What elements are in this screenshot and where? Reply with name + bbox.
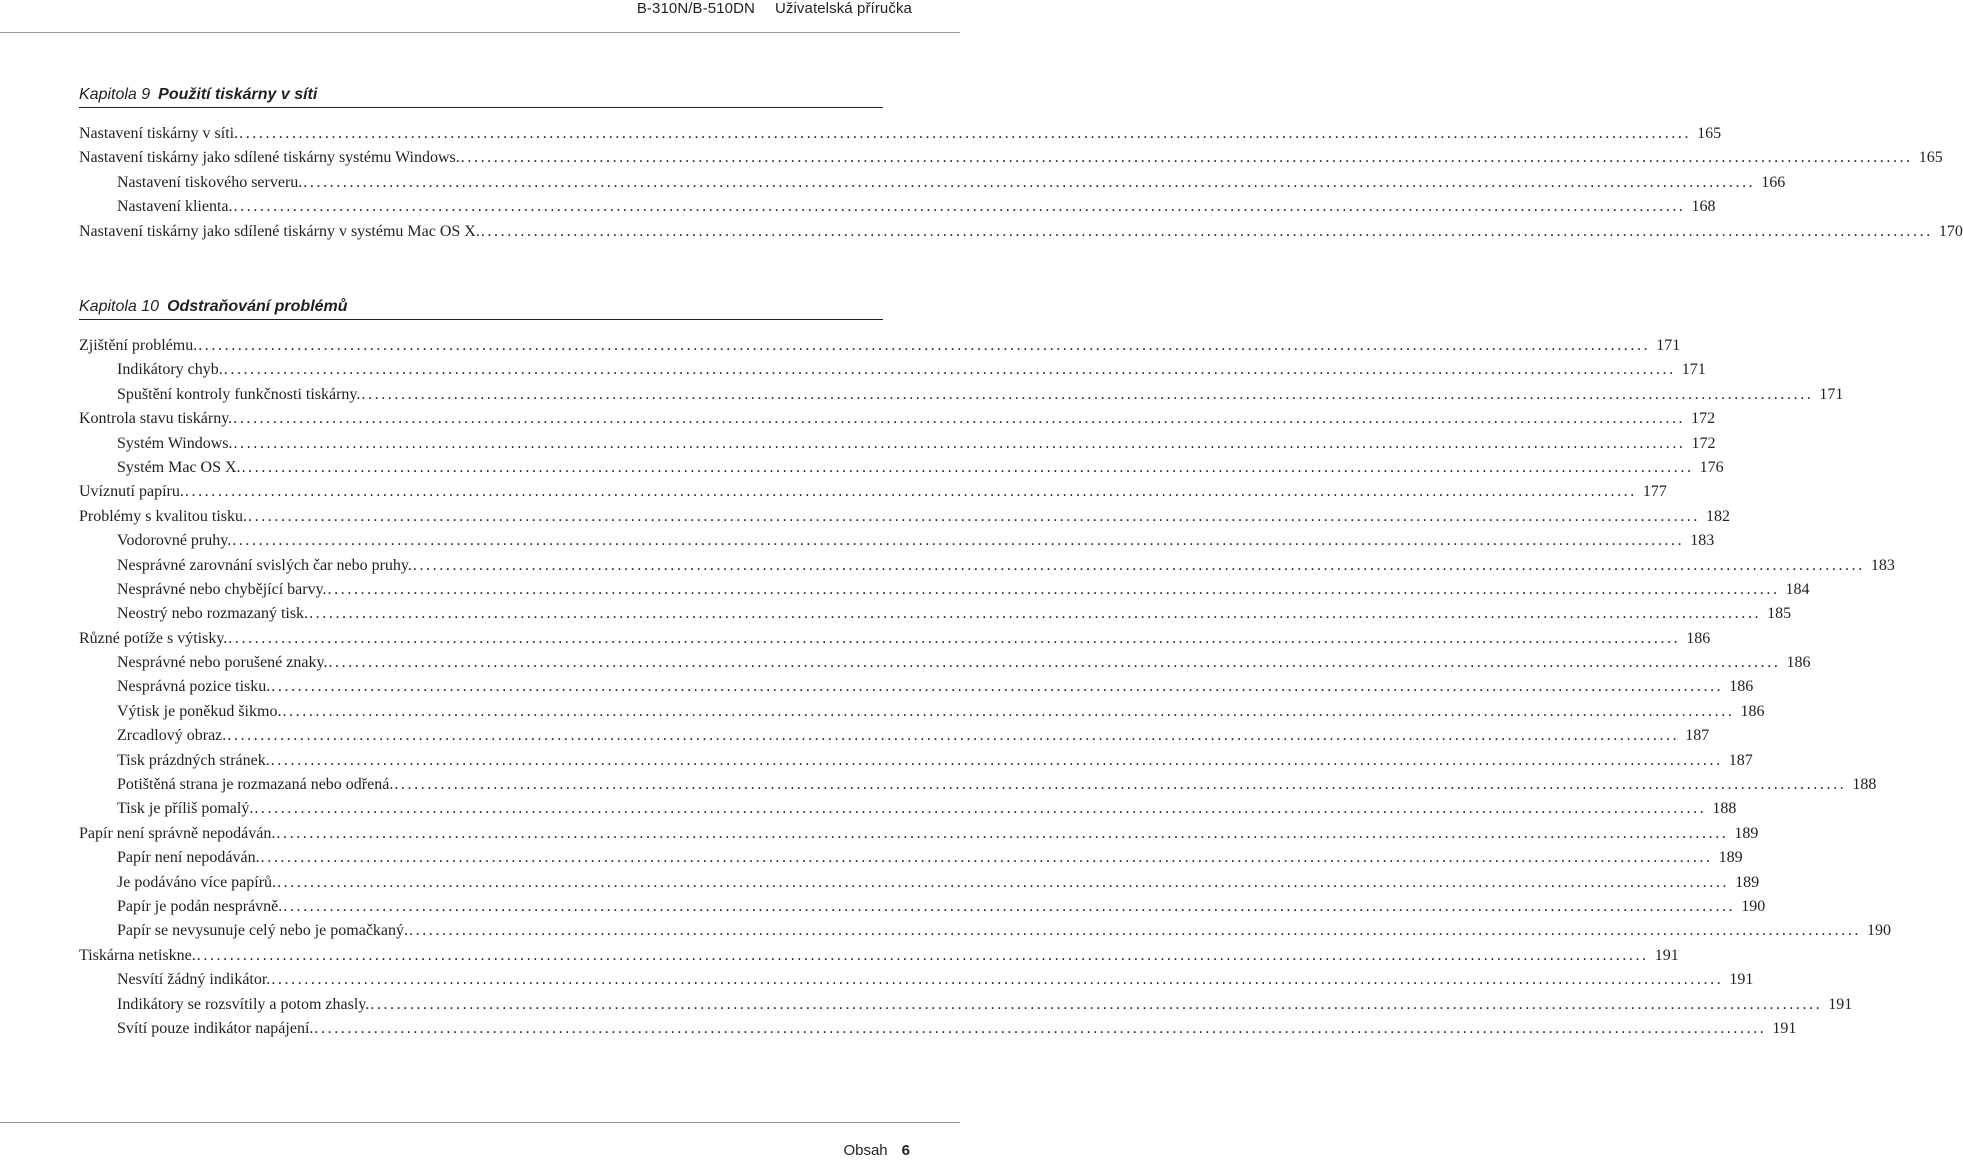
toc-entry[interactable] <box>79 458 1724 483</box>
toc-entry-page-number: 171 <box>1681 361 1706 379</box>
toc-entry[interactable] <box>79 173 1786 198</box>
toc-entry-title: Zjištění problému. <box>79 337 198 354</box>
toc-entry-page-number: 190 <box>1867 922 1892 940</box>
toc-entry[interactable] <box>79 507 1730 532</box>
toc-entry-page-number: 170 <box>1938 222 1963 240</box>
toc-entry[interactable] <box>79 776 1877 800</box>
chapter-label: Kapitola 10 <box>79 298 160 315</box>
toc-entry-title: Zrcadlový obraz. <box>117 727 227 745</box>
toc-entry-title: Nastavení tiskárny jako sdílené tiskárny systému Windows. <box>79 149 460 167</box>
toc-entry[interactable] <box>79 434 1716 459</box>
toc-entry-page-number: 187 <box>1685 727 1710 745</box>
toc-entry[interactable] <box>79 971 1754 995</box>
toc-dot-leader: ............................................................................................................................................................................................................................ <box>232 532 1685 550</box>
toc-entry-title: Problémy s kvalitou tisku. <box>79 507 247 525</box>
toc-entry-title: Indikátory se rozsvítily a potom zhasly. <box>117 995 370 1013</box>
toc-dot-leader: ............................................................................................................................................................................................................................ <box>283 897 1736 915</box>
toc-entry-title: Tiskárna netiskne. <box>79 946 196 964</box>
toc-entry-title: Nastavení tiskárny v síti. <box>79 125 239 142</box>
toc-entry-title: Nesprávné zarovnání svislých čar nebo pruhy. <box>117 556 412 574</box>
chapter-title: Odstraňování problémů <box>167 298 348 315</box>
toc-dot-leader: ............................................................................................................................................................................................................................ <box>270 751 1723 769</box>
toc-entry-page-number: 186 <box>1686 629 1711 647</box>
toc-entry-title: Systém Mac OS X. <box>117 458 241 476</box>
toc-entry[interactable] <box>79 337 1681 361</box>
toc-dot-leader: ............................................................................................................................................................................................................................ <box>303 173 1756 191</box>
toc-list-chapter-10 <box>79 337 1895 1044</box>
toc-entry-title: Nesvítí žádný indikátor. <box>117 971 271 989</box>
chapter-heading-10 <box>79 298 883 320</box>
header-text <box>637 0 912 17</box>
toc-entry-title: Nesprávná pozice tisku. <box>117 678 271 696</box>
toc-entry[interactable] <box>79 751 1753 776</box>
toc-entry-page-number: 189 <box>1735 873 1760 891</box>
toc-dot-leader: ............................................................................................................................................................................................................................ <box>409 922 1862 940</box>
toc-entry-page-number: 172 <box>1691 434 1716 452</box>
toc-dot-leader: ............................................................................................................................................................................................................................ <box>480 222 1933 240</box>
toc-entry[interactable] <box>79 946 1679 971</box>
chapter-heading-9 <box>79 86 883 108</box>
toc-entry-page-number: 171 <box>1656 337 1681 354</box>
toc-dot-leader: ............................................................................................................................................................................................................................ <box>198 337 1651 354</box>
toc-entry-page-number: 189 <box>1734 824 1759 842</box>
toc-entry[interactable] <box>79 629 1711 654</box>
toc-entry-title: Výtisk je poněkud šikmo. <box>117 702 282 720</box>
toc-entry-page-number: 190 <box>1741 897 1766 915</box>
toc-dot-leader: ............................................................................................................................................................................................................................ <box>241 458 1694 476</box>
toc-dot-leader: ............................................................................................................................................................................................................................ <box>227 727 1680 745</box>
toc-entry-page-number: 165 <box>1697 125 1722 142</box>
toc-entry-page-number: 191 <box>1828 995 1853 1013</box>
toc-entry-page-number: 171 <box>1819 385 1844 403</box>
toc-entry-page-number: 188 <box>1712 800 1737 818</box>
toc-entry-page-number: 185 <box>1767 605 1792 623</box>
toc-entry-title: Indikátory chyb. <box>117 361 223 379</box>
toc-entry-page-number: 166 <box>1761 173 1786 191</box>
toc-entry-title: Nastavení tiskového serveru. <box>117 173 303 191</box>
footer-rule <box>0 1122 960 1123</box>
toc-entry-page-number: 168 <box>1691 198 1716 216</box>
toc-entry-page-number: 182 <box>1706 507 1730 525</box>
toc-dot-leader: ............................................................................................................................................................................................................................ <box>394 776 1847 794</box>
toc-entry[interactable] <box>79 580 1810 605</box>
toc-entry[interactable] <box>79 824 1759 849</box>
toc-entry-page-number: 186 <box>1729 678 1754 696</box>
toc-dot-leader: ............................................................................................................................................................................................................................ <box>239 125 1692 142</box>
toc-dot-leader: ............................................................................................................................................................................................................................ <box>282 702 1735 720</box>
toc-entry-title: Nastavení klienta. <box>117 198 233 216</box>
toc-dot-leader: ............................................................................................................................................................................................................................ <box>277 873 1730 891</box>
toc-entry[interactable] <box>79 678 1754 702</box>
toc-entry-page-number: 191 <box>1772 1019 1797 1037</box>
toc-entry[interactable] <box>79 995 1853 1020</box>
toc-dot-leader: ............................................................................................................................................................................................................................ <box>248 507 1700 525</box>
toc-entry[interactable] <box>79 222 1963 247</box>
toc-entry-title: Svítí pouze indikátor napájení. <box>117 1019 314 1037</box>
toc-entry[interactable] <box>79 385 1844 410</box>
toc-entry-title: Různé potíže s výtisky. <box>79 629 228 647</box>
toc-entry[interactable] <box>79 125 1722 149</box>
toc-dot-leader: ............................................................................................................................................................................................................................ <box>233 410 1686 428</box>
toc-dot-leader: ............................................................................................................................................................................................................................ <box>328 654 1781 672</box>
toc-entry[interactable] <box>79 532 1715 556</box>
toc-entry-title: Papír je podán nesprávně. <box>117 897 283 915</box>
toc-entry-title: Uvíznutí papíru. <box>79 483 184 501</box>
toc-entry-page-number: 183 <box>1870 556 1895 574</box>
toc-dot-leader: ............................................................................................................................................................................................................................ <box>228 629 1681 647</box>
toc-entry[interactable] <box>79 198 1716 222</box>
toc-entry-page-number: 187 <box>1728 751 1753 769</box>
toc-entry[interactable] <box>79 654 1811 678</box>
header-guide-title: Uživatelská příručka <box>774 0 912 17</box>
toc-dot-leader: ............................................................................................................................................................................................................................ <box>327 580 1780 598</box>
toc-dot-leader: ............................................................................................................................................................................................................................ <box>223 361 1676 379</box>
toc-entry-title: Je podáváno více papírů. <box>117 873 277 891</box>
toc-entry[interactable] <box>79 873 1760 898</box>
header-rule <box>0 32 960 33</box>
toc-entry-title: Spuštění kontroly funkčnosti tiskárny. <box>117 385 361 403</box>
toc-entry-page-number: 172 <box>1691 410 1716 428</box>
toc-entry-title: Neostrý nebo rozmazaný tisk. <box>117 605 309 623</box>
chapter-title: Použití tiskárny v síti <box>158 86 318 103</box>
page-header <box>0 0 960 32</box>
toc-entry[interactable] <box>79 800 1737 824</box>
toc-entry-page-number: 165 <box>1918 149 1943 167</box>
toc-entry-page-number: 184 <box>1785 580 1810 598</box>
toc-entry-title: Tisk prázdných stránek. <box>117 751 270 769</box>
toc-entry-page-number: 188 <box>1852 776 1877 794</box>
toc-list-chapter-9 <box>79 125 1963 247</box>
footer-section: Obsah <box>843 1142 888 1159</box>
toc-entry-page-number: 186 <box>1740 702 1765 720</box>
toc-dot-leader: ............................................................................................................................................................................................................................ <box>370 995 1823 1013</box>
toc-dot-leader: ............................................................................................................................................................................................................................ <box>233 198 1686 216</box>
toc-entry-page-number: 186 <box>1786 654 1811 672</box>
toc-entry[interactable] <box>79 849 1743 873</box>
toc-entry-page-number: 191 <box>1654 946 1679 964</box>
toc-dot-leader: ............................................................................................................................................................................................................................ <box>184 483 1637 501</box>
toc-entry-title: Vodorovné pruhy. <box>117 532 232 550</box>
toc-dot-leader: ............................................................................................................................................................................................................................ <box>196 946 1649 964</box>
toc-entry-page-number: 176 <box>1699 458 1724 476</box>
toc-dot-leader: ............................................................................................................................................................................................................................ <box>361 385 1814 403</box>
header-model: B-310N/B-510DN <box>636 0 755 17</box>
toc-entry[interactable] <box>79 361 1706 385</box>
toc-entry-title: Nastavení tiskárny jako sdílené tiskárny v systému Mac OS X. <box>79 222 480 240</box>
toc-entry[interactable] <box>79 727 1710 751</box>
toc-dot-leader: ............................................................................................................................................................................................................................ <box>314 1019 1767 1037</box>
toc-dot-leader: ............................................................................................................................................................................................................................ <box>260 849 1713 867</box>
footer-page-number: 6 <box>901 1142 910 1159</box>
toc-dot-leader: ............................................................................................................................................................................................................................ <box>460 149 1913 167</box>
toc-entry-page-number: 177 <box>1642 483 1667 501</box>
toc-entry[interactable] <box>79 702 1765 727</box>
toc-entry-title: Papír se nevysunuje celý nebo je pomačkaný. <box>117 922 409 940</box>
toc-entry-title: Papír není nepodáván. <box>117 849 260 867</box>
toc-entry[interactable] <box>79 556 1895 581</box>
toc-dot-leader: ............................................................................................................................................................................................................................ <box>271 678 1724 696</box>
toc-entry-page-number: 191 <box>1729 971 1754 989</box>
toc-dot-leader: ............................................................................................................................................................................................................................ <box>254 800 1707 818</box>
toc-entry[interactable] <box>79 1019 1797 1044</box>
toc-entry[interactable] <box>79 410 1716 434</box>
toc-entry[interactable] <box>79 149 1943 173</box>
toc-entry-page-number: 189 <box>1718 849 1743 867</box>
toc-entry-title: Nesprávné nebo chybějící barvy. <box>117 580 327 598</box>
toc-entry-title: Potištěná strana je rozmazaná nebo odřená. <box>117 776 394 794</box>
toc-entry[interactable] <box>79 922 1892 946</box>
toc-entry[interactable] <box>79 897 1766 922</box>
toc-dot-leader: ............................................................................................................................................................................................................................ <box>233 434 1686 452</box>
footer-text <box>843 1142 910 1159</box>
chapter-label: Kapitola 9 <box>79 86 151 103</box>
toc-dot-leader: ............................................................................................................................................................................................................................ <box>271 971 1724 989</box>
toc-entry[interactable] <box>79 605 1792 629</box>
toc-entry-title: Papír není správně nepodáván. <box>79 824 276 842</box>
toc-dot-leader: ............................................................................................................................................................................................................................ <box>412 556 1865 574</box>
toc-entry-title: Nesprávné nebo porušené znaky. <box>117 654 328 672</box>
toc-dot-leader: ............................................................................................................................................................................................................................ <box>276 824 1729 842</box>
toc-entry-title: Kontrola stavu tiskárny. <box>79 410 233 428</box>
toc-entry-title: Tisk je příliš pomalý. <box>117 800 254 818</box>
toc-entry-title: Systém Windows. <box>117 434 233 452</box>
toc-entry[interactable] <box>79 483 1667 507</box>
toc-entry-page-number: 183 <box>1690 532 1715 550</box>
toc-dot-leader: ............................................................................................................................................................................................................................ <box>309 605 1762 623</box>
